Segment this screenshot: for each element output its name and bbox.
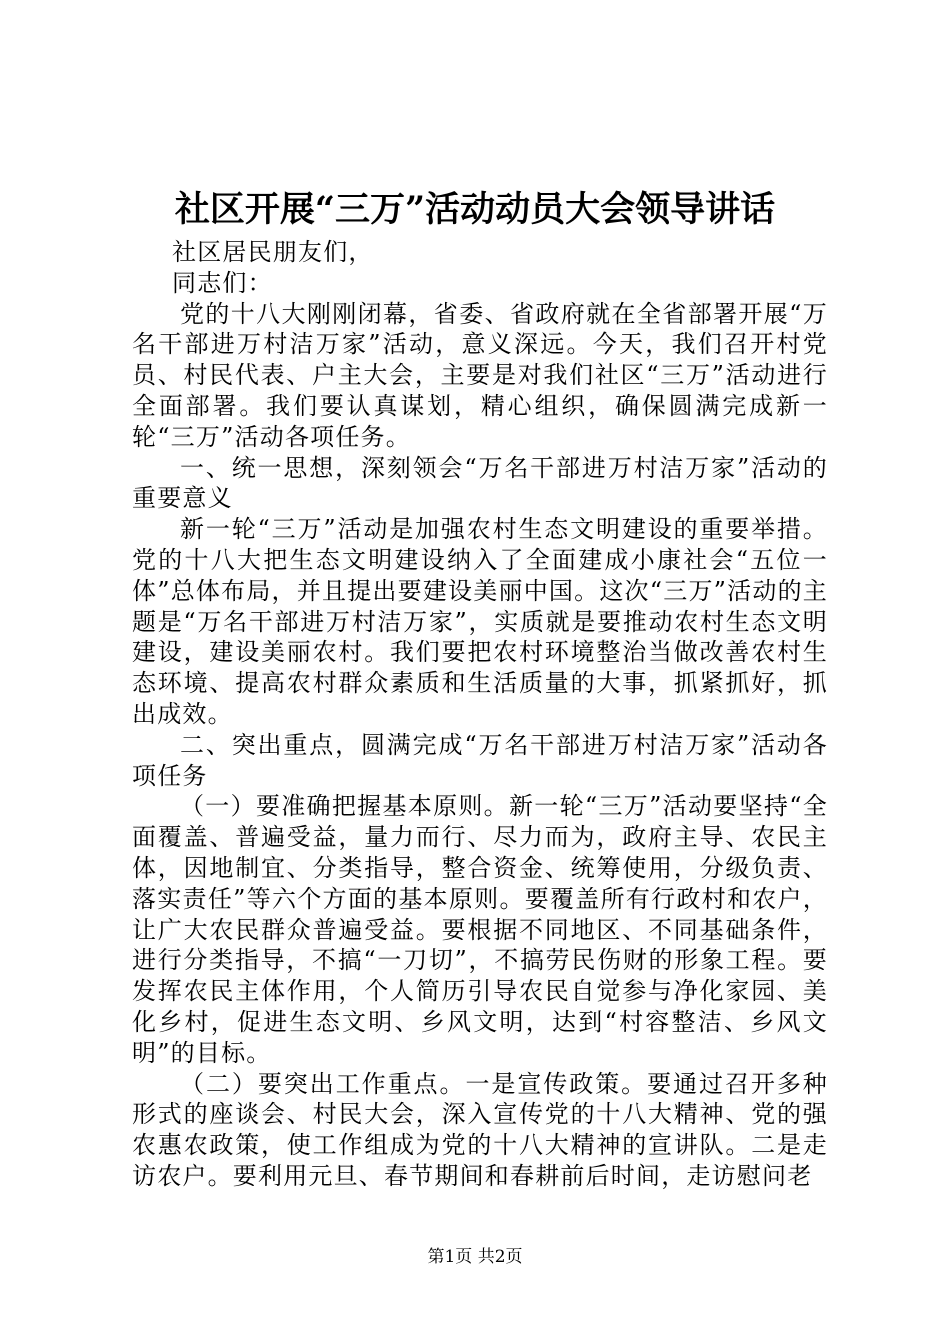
- document-title: 社区开展“三万”活动动员大会领导讲话: [174, 189, 776, 230]
- section-heading: 一、统一思想，深刻领会“万名干部进万村洁万家”活动的重要意义: [132, 453, 828, 513]
- section-heading: 二、突出重点，圆满完成“万名干部进万村洁万家”活动各项任务: [132, 730, 828, 790]
- paragraph: 新一轮“三万”活动是加强农村生态文明建设的重要举措。党的十八大把生态文明建设纳入了全面建成小康社会“五位一体”总体布局，并且提出要建设美丽中国。这次“三万”活动的主题是“万名干部进万村洁万家”，实质就是要推动农村生态文明建设，建设美丽农村。我们要把农村环境整治当做改善农村生态环境、提高农村群众素质和生活质量的大事，抓紧抓好，抓出成效。: [132, 515, 828, 728]
- greeting-line: 同志们：: [172, 268, 273, 297]
- paragraph: （二）要突出工作重点。一是宣传政策。要通过召开多种形式的座谈会、村民大会，深入宣传党的十八大精神、党的强农惠农政策，使工作组成为党的十八大精神的宣讲队。二是走访农户。要利用元旦、春节期间和春耕前后时间，走访慰问老: [132, 1069, 828, 1190]
- document-body: [132, 237, 828, 1192]
- greeting-line: 社区居民朋友们，: [172, 238, 374, 266]
- page-footer: 第1页 共2页: [427, 1247, 523, 1267]
- paragraph: （一）要准确把握基本原则。新一轮“三万”活动要坚持“全面覆盖、普遍受益，量力而行、尽力而为，政府主导、农民主体，因地制宜、分类指导，整合资金、统筹使用，分级负责、落实责任”等六个方面的基本原则。要覆盖所有行政村和农户，让广大农民群众普遍受益。要根据不同地区、不同基础条件，进行分类指导，不搞“一刀切”，不搞劳民伤财的形象工程。要发挥农民主体作用，个人简历引导农民自觉参与净化家园、美化乡村，促进生态文明、乡风文明，达到“村容整洁、乡风文明”的目标。: [132, 792, 828, 1067]
- paragraph: 党的十八大刚刚闭幕，省委、省政府就在全省部署开展“万名干部进万村洁万家”活动，意义深远。今天，我们召开村党员、村民代表、户主大会，主要是对我们社区“三万”活动进行全面部署。我们要认真谋划，精心组织，确保圆满完成新一轮“三万”活动各项任务。: [132, 299, 828, 451]
